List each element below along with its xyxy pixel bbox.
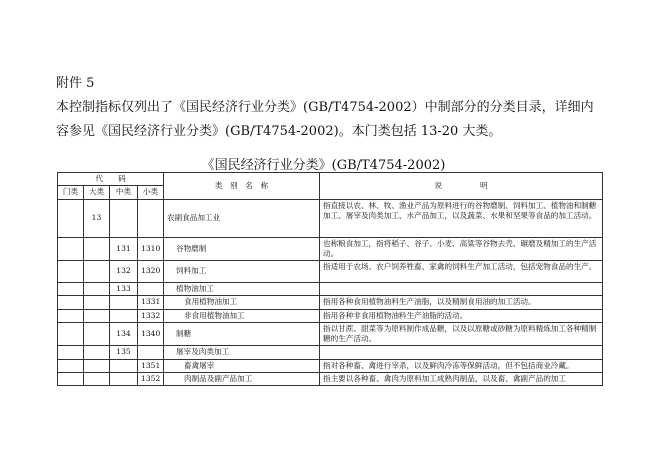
- category-name-cell: 屠宰及肉类加工: [164, 346, 320, 359]
- division-code-cell: [84, 372, 110, 385]
- table-row: [58, 346, 603, 359]
- division-code-cell: [84, 309, 110, 322]
- table-row: [58, 199, 603, 237]
- section-code-cell: [58, 346, 84, 359]
- group-code-cell: 132: [110, 261, 138, 283]
- description-cell: [320, 346, 603, 359]
- name-header: 类 别 名 称: [164, 173, 320, 200]
- category-name-cell: 饲料加工: [164, 261, 320, 283]
- table-row: [58, 372, 603, 385]
- section-header: 门类: [58, 186, 84, 199]
- section-code-cell: [58, 283, 84, 296]
- division-code-cell: [84, 346, 110, 359]
- group-header: 中类: [110, 186, 138, 199]
- division-code-cell: [84, 283, 110, 296]
- class-code-cell: [138, 283, 164, 296]
- group-code-cell: 131: [110, 237, 138, 261]
- section-code-cell: [58, 309, 84, 322]
- group-code-cell: 134: [110, 322, 138, 346]
- table-row: [58, 309, 603, 322]
- class-header: 小类: [138, 186, 164, 199]
- class-code-cell: 1351: [138, 359, 164, 372]
- class-code-cell: 1320: [138, 261, 164, 283]
- category-name-cell: 农副食品加工业: [164, 199, 320, 237]
- class-code-cell: [138, 346, 164, 359]
- classification-table: [57, 172, 603, 386]
- group-code-cell: [110, 359, 138, 372]
- category-name-cell: 肉制品及副产品加工: [164, 372, 320, 385]
- table-row: [58, 261, 603, 283]
- group-code-cell: [110, 199, 138, 237]
- class-code-cell: 1352: [138, 372, 164, 385]
- group-code-cell: [110, 372, 138, 385]
- division-code-cell: 13: [84, 199, 110, 237]
- section-code-cell: [58, 261, 84, 283]
- table-row: [58, 237, 603, 261]
- description-cell: 指主要以各种畜、禽肉为原料加工成熟肉制品，以及畜、禽副产品的加工: [320, 372, 603, 385]
- category-name-cell: 畜禽屠宰: [164, 359, 320, 372]
- table-body: [58, 199, 603, 386]
- table-row: [58, 296, 603, 309]
- section-code-cell: [58, 296, 84, 309]
- class-code-cell: 1331: [138, 296, 164, 309]
- table-row: [58, 322, 603, 346]
- description-cell: 指直接以农、林、牧、渔业产品为原料进行的谷物磨制、饲料加工、植物油和制糖加工、屠宰及肉类加工、水产品加工，以及蔬菜、水果和坚果等食品的加工活动。: [320, 199, 603, 237]
- section-code-cell: [58, 322, 84, 346]
- table-row: [58, 283, 603, 296]
- group-code-cell: 133: [110, 283, 138, 296]
- description-cell: 也称粮食加工，指将稻子、谷子、小麦、高粱等谷物去壳、碾磨及精加工的生产活动。: [320, 237, 603, 261]
- section-code-cell: [58, 199, 84, 237]
- division-code-cell: [84, 322, 110, 346]
- class-code-cell: 1340: [138, 322, 164, 346]
- group-code-cell: 135: [110, 346, 138, 359]
- description-cell: 指适用于农场、农户饲养牲畜、家禽的饲料生产加工活动，包括宠物食品的生产。: [320, 261, 603, 283]
- class-code-cell: 1332: [138, 309, 164, 322]
- division-code-cell: [84, 261, 110, 283]
- table-title: 《国民经济行业分类》(GB/T4754-2002): [201, 158, 446, 173]
- description-cell: 指对各种畜、禽进行宰杀，以及鲜肉冷冻等保鲜活动，但不包括商业冷藏。: [320, 359, 603, 372]
- description-header: 说 明: [320, 173, 603, 200]
- intro-paragraph: 本控制指标仅列出了《国民经济行业分类》(GB/T4754-2002）中制部分的分类目录，详细内容参见《国民经济行业分类》(GB/T4754-2002)。本门类包括 13-20 大类。: [56, 100, 594, 139]
- description-cell: 指以甘蔗、甜菜等为原料制作成品糖，以及以原糖或砂糖为原料精炼加工各种精制糖的生产活动。: [320, 322, 603, 346]
- division-code-cell: [84, 296, 110, 309]
- class-code-cell: 1310: [138, 237, 164, 261]
- division-code-cell: [84, 237, 110, 261]
- section-code-cell: [58, 237, 84, 261]
- description-cell: 指用各种食用植物油料生产油脂，以及精制食用油的加工活动。: [320, 296, 603, 309]
- division-header: 大类: [84, 186, 110, 199]
- table-row: [58, 359, 603, 372]
- group-code-cell: [110, 309, 138, 322]
- category-name-cell: 非食用植物油加工: [164, 309, 320, 322]
- annex-label: 附件 5: [56, 76, 95, 91]
- category-name-cell: 食用植物油加工: [164, 296, 320, 309]
- code-header: 代 码: [58, 173, 164, 186]
- group-code-cell: [110, 296, 138, 309]
- category-name-cell: 植物油加工: [164, 283, 320, 296]
- description-cell: [320, 283, 603, 296]
- category-name-cell: 谷物磨制: [164, 237, 320, 261]
- division-code-cell: [84, 359, 110, 372]
- section-code-cell: [58, 372, 84, 385]
- description-cell: 指用各种非食用植物油料生产油脂的活动。: [320, 309, 603, 322]
- category-name-cell: 制糖: [164, 322, 320, 346]
- section-code-cell: [58, 359, 84, 372]
- class-code-cell: [138, 199, 164, 237]
